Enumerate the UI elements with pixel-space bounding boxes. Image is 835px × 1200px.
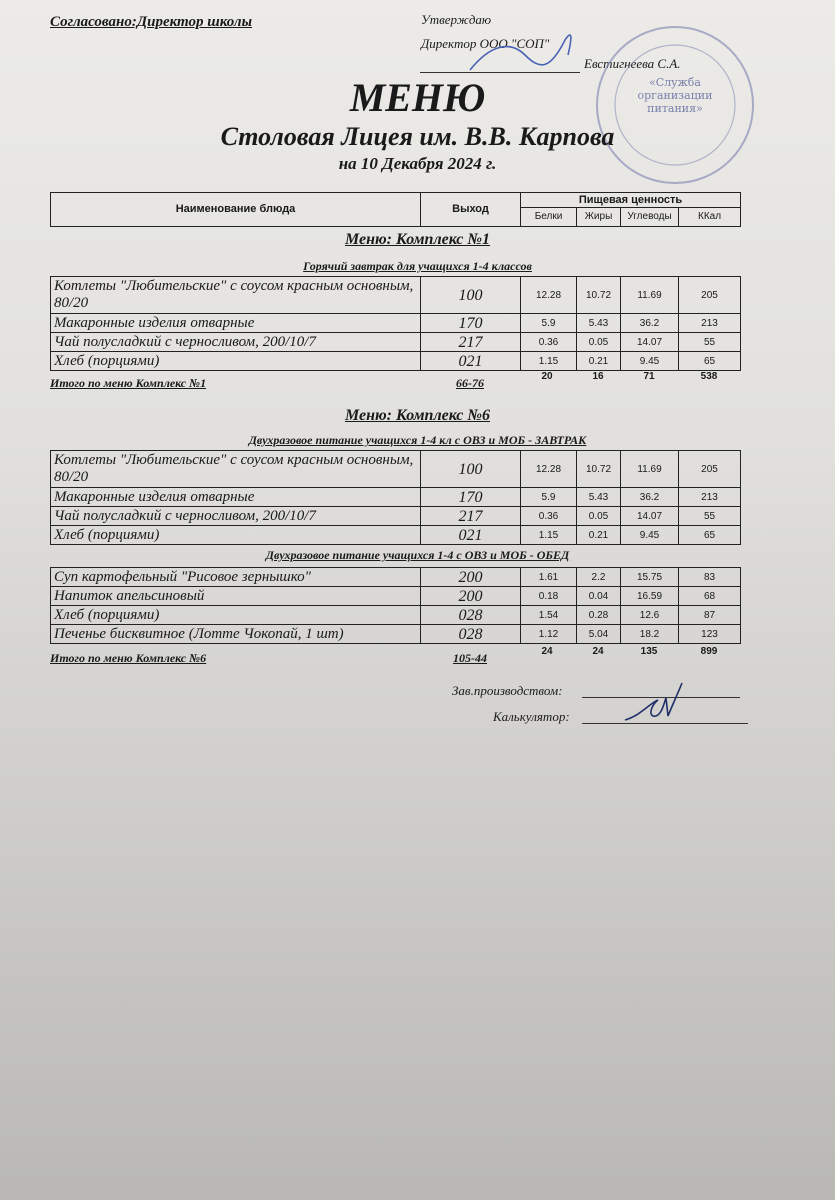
col-name: Наименование блюда <box>51 193 421 227</box>
dish-protein: 1.12 <box>521 625 577 644</box>
dish-carbs: 9.45 <box>621 352 679 371</box>
dish-name: Хлеб (порциями) <box>51 352 421 371</box>
table-row <box>51 587 741 606</box>
table-row <box>51 277 741 314</box>
dish-carbs: 9.45 <box>621 526 679 545</box>
table-row <box>51 488 741 507</box>
dish-carbs: 18.2 <box>621 625 679 644</box>
table-row <box>51 333 741 352</box>
dish-output: 028 <box>421 606 521 625</box>
dish-output: 170 <box>421 314 521 333</box>
dish-output: 217 <box>421 507 521 526</box>
table-row <box>51 526 741 545</box>
dish-fat: 5.43 <box>577 488 621 507</box>
dish-carbs: 11.69 <box>621 451 679 488</box>
menu-date: на 10 Декабря 2024 г. <box>338 154 497 173</box>
dish-name: Печенье бисквитное (Лотте Чокопай, 1 шт) <box>51 625 421 644</box>
menu-table <box>50 276 741 371</box>
dish-output: 170 <box>421 488 521 507</box>
dish-name: Макаронные изделия отварные <box>51 314 421 333</box>
dish-protein: 1.15 <box>521 352 577 371</box>
total-carbs: 135 <box>640 646 658 657</box>
col-fat: Жиры <box>577 208 621 227</box>
dish-name: Хлеб (порциями) <box>51 526 421 545</box>
dish-name: Хлеб (порциями) <box>51 606 421 625</box>
dish-output: 217 <box>421 333 521 352</box>
agreed-label: Согласовано:Директор школы <box>50 14 252 30</box>
section-title: Двухразовое питание учащихся 1-4 с ОВЗ и МОБ - ОБЕД <box>265 548 570 562</box>
section-title: Горячий завтрак для учащихся 1-4 классов <box>303 259 532 273</box>
col-protein: Белки <box>521 208 577 227</box>
dish-carbs: 14.07 <box>621 507 679 526</box>
col-carbs: Углеводы <box>621 208 679 227</box>
dish-carbs: 12.6 <box>621 606 679 625</box>
dish-fat: 5.04 <box>577 625 621 644</box>
dish-output: 100 <box>421 277 521 314</box>
dish-protein: 12.28 <box>521 277 577 314</box>
calculator-label: Калькулятор: <box>493 709 570 724</box>
total-output: 105-44 <box>453 651 487 665</box>
svg-text:«Служба: «Служба <box>649 76 701 89</box>
director-name: Евстигнеева С.А. <box>584 56 681 71</box>
dish-fat: 10.72 <box>577 277 621 314</box>
signature-icon <box>620 678 690 728</box>
dish-name: Чай полусладкий с черносливом, 200/10/7 <box>51 507 421 526</box>
dish-fat: 0.21 <box>577 352 621 371</box>
total-kcal: 538 <box>700 371 718 382</box>
menu-title: Меню: Комплекс №6 <box>344 407 491 424</box>
dish-output: 200 <box>421 587 521 606</box>
dish-protein: 0.36 <box>521 507 577 526</box>
col-kcal: ККал <box>679 208 741 227</box>
dish-carbs: 36.2 <box>621 488 679 507</box>
production-label: Зав.производством: <box>452 683 563 698</box>
table-row <box>51 451 741 488</box>
total-output: 66-76 <box>456 376 484 390</box>
total-label: Итого по меню Комплекс №1 <box>50 376 207 390</box>
director-label: Директор ООО "СОП" <box>421 36 550 51</box>
dish-kcal: 65 <box>679 526 741 545</box>
total-protein: 20 <box>541 371 553 382</box>
dish-kcal: 205 <box>679 277 741 314</box>
dish-output: 100 <box>421 451 521 488</box>
dish-carbs: 16.59 <box>621 587 679 606</box>
dish-kcal: 213 <box>679 314 741 333</box>
dish-fat: 2.2 <box>577 568 621 587</box>
menu-title: Меню: Комплекс №1 <box>344 231 491 248</box>
dish-fat: 0.04 <box>577 587 621 606</box>
table-row <box>51 352 741 371</box>
table-row <box>51 606 741 625</box>
table-row <box>51 314 741 333</box>
dish-name: Суп картофельный "Рисовое зернышко" <box>51 568 421 587</box>
dish-protein: 12.28 <box>521 451 577 488</box>
dish-kcal: 87 <box>679 606 741 625</box>
dish-kcal: 213 <box>679 488 741 507</box>
director-signature-icon <box>460 20 590 80</box>
dish-name: Котлеты "Любительские" с соусом красным основным, 80/20 <box>51 277 421 314</box>
dish-protein: 5.9 <box>521 488 577 507</box>
dish-name: Котлеты "Любительские" с соусом красным основным, 80/20 <box>51 451 421 488</box>
total-carbs: 71 <box>643 371 655 382</box>
menu-total-row <box>50 371 740 390</box>
table-row <box>51 568 741 587</box>
dish-carbs: 15.75 <box>621 568 679 587</box>
dish-output: 021 <box>421 526 521 545</box>
dish-name: Макаронные изделия отварные <box>51 488 421 507</box>
dish-protein: 5.9 <box>521 314 577 333</box>
total-kcal: 899 <box>700 646 718 657</box>
menu-table <box>50 567 741 644</box>
dish-protein: 0.18 <box>521 587 577 606</box>
dish-fat: 0.28 <box>577 606 621 625</box>
svg-text:питания»: питания» <box>647 102 703 115</box>
page-subtitle: Столовая Лицея им. В.В. Карпова <box>220 122 615 151</box>
dish-protein: 1.54 <box>521 606 577 625</box>
dish-protein: 0.36 <box>521 333 577 352</box>
dish-fat: 0.21 <box>577 526 621 545</box>
dish-fat: 0.05 <box>577 333 621 352</box>
dish-name: Напиток апельсиновый <box>51 587 421 606</box>
total-fat: 24 <box>592 646 604 657</box>
dish-kcal: 68 <box>679 587 741 606</box>
dish-kcal: 65 <box>679 352 741 371</box>
total-protein: 24 <box>541 646 553 657</box>
dish-name: Чай полусладкий с черносливом, 200/10/7 <box>51 333 421 352</box>
dish-protein: 1.15 <box>521 526 577 545</box>
dish-output: 200 <box>421 568 521 587</box>
dish-carbs: 11.69 <box>621 277 679 314</box>
col-nutrition: Пищевая ценность <box>521 193 741 208</box>
total-fat: 16 <box>592 371 604 382</box>
dish-output: 028 <box>421 625 521 644</box>
menu-table <box>50 450 741 545</box>
dish-fat: 5.43 <box>577 314 621 333</box>
total-label: Итого по меню Комплекс №6 <box>50 651 207 665</box>
menu-total-row <box>50 646 740 665</box>
dish-kcal: 205 <box>679 451 741 488</box>
col-output: Выход <box>421 193 521 227</box>
approve-label: Утверждаю <box>421 12 492 27</box>
table-row <box>51 625 741 644</box>
dish-kcal: 55 <box>679 507 741 526</box>
dish-kcal: 55 <box>679 333 741 352</box>
dish-fat: 0.05 <box>577 507 621 526</box>
column-header-table <box>50 192 741 227</box>
dish-fat: 10.72 <box>577 451 621 488</box>
section-title: Двухразовое питание учащихся 1-4 кл с ОВЗ и МОБ - ЗАВТРАК <box>248 433 587 447</box>
dish-carbs: 14.07 <box>621 333 679 352</box>
svg-text:организации: организации <box>637 89 713 102</box>
page-title: МЕНЮ <box>349 75 486 120</box>
dish-kcal: 83 <box>679 568 741 587</box>
dish-kcal: 123 <box>679 625 741 644</box>
dish-protein: 1.61 <box>521 568 577 587</box>
dish-carbs: 36.2 <box>621 314 679 333</box>
dish-output: 021 <box>421 352 521 371</box>
table-row <box>51 507 741 526</box>
